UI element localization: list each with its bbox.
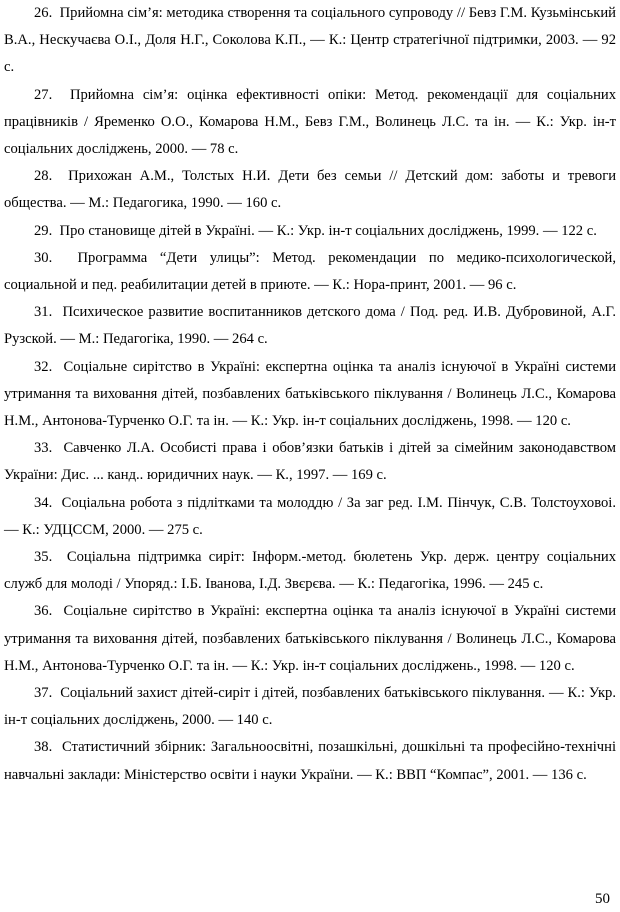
reference-text: Психическое развитие воспитанников детского дома / Под. ред. И.В. Дубровиной, А.Г. Рузской. — М.: Педагогіка, 1990. — 264 с. <box>4 304 616 348</box>
reference-item <box>4 734 616 788</box>
reference-item <box>4 0 616 82</box>
reference-text: Прийомна сім’я: методика створення та соціального супроводу // Бевз Г.М. Кузьмінський В.А., Нескучаєва О.І., Доля Н.Г., Соколова К.П., — К.: Центр стратегічної підтримки, 2003. — 92 с. <box>4 5 616 76</box>
reference-number: 27. <box>34 86 53 103</box>
reference-number: 33. <box>34 440 53 457</box>
reference-number: 32. <box>34 358 53 375</box>
reference-number: 30. <box>34 249 53 266</box>
reference-text: Статистичний збірник: Загальноосвітні, позашкільні, дошкільні та професійно-технічні навчальні заклади: Міністерство освіти і науки України. — К.: ВВП “Компас”, 2001. — 136 с. <box>4 739 616 783</box>
reference-item <box>4 218 616 245</box>
reference-item <box>4 490 616 544</box>
reference-text: Про становище дітей в Україні. — К.: Укр. ін-т соціальних досліджень, 1999. — 122 с. <box>59 222 597 239</box>
reference-item <box>4 163 616 217</box>
reference-item <box>4 435 616 489</box>
reference-item <box>4 82 616 164</box>
reference-number: 36. <box>34 603 53 620</box>
reference-number: 29. <box>34 222 53 239</box>
reference-number: 35. <box>34 549 53 566</box>
reference-item <box>4 598 616 680</box>
reference-text: Соціальне сирітство в Україні: експертна оцінка та аналіз існуючої в Україні системи утримання та виховання дітей, позбавлених батьківського піклування / Волинець Л.С., Комарова Н.М., Антонова-Турченко О.Г. та ін. — К.: Укр. ін-т соціальних досліджень., 1998. — 120 с. <box>4 603 616 674</box>
reference-item <box>4 354 616 436</box>
page-number: 50 <box>595 891 610 907</box>
reference-item <box>4 245 616 299</box>
reference-text: Савченко Л.А. Особисті права і обов’язки батьків і дітей за сімейним законодавством України: Дис. ... канд.. юридичних наук. — К., 1997. — 169 с. <box>4 440 617 484</box>
reference-number: 26. <box>34 5 53 21</box>
reference-text: Соціальна робота з підлітками та молоддю / За заг ред. І.М. Пінчук, С.В. Толстоуховоі. — К.: УДЦССМ, 2000. — 275 с. <box>4 494 616 538</box>
reference-number: 28. <box>34 168 53 185</box>
reference-text: Соціальне сирітство в Україні: експертна оцінка та аналіз існуючої в Україні системи утримання та виховання дітей, позбавлених батьківського піклування / Волинець Л.С., Комарова Н.М., Антонова-Турченко О.Г. та ін. — К.: Укр. ін-т соціальних досліджень, 1998. — 120 с. <box>4 358 616 430</box>
reference-text: Прийомна сім’я: оцінка ефективності опіки: Метод. рекомендації для соціальних працівників / Яременко О.О., Комарова Н.М., Бевз Г.М., Волинець Л.С. та ін. — К.: Укр. ін-т соціальних досліджень, 2000. — 78 с. <box>4 86 616 158</box>
reference-number: 34. <box>34 494 53 511</box>
reference-number: 37. <box>34 685 53 702</box>
reference-text: Соціальна підтримка сиріт: Інформ.-метод. бюлетень Укр. держ. центру соціальних служб для молоді / Упоряд.: І.Б. Іванова, І.Д. Звєрєва. — К.: Педагогіка, 1996. — 245 с. <box>4 549 616 593</box>
reference-text: Программа “Дети улицы”: Метод. рекомендации по медико-психологической, социальной и пед. реабилитации детей в приюте. — К.: Нора-принт, 2001. — 96 с. <box>4 249 616 294</box>
reference-item <box>4 299 616 353</box>
reference-item <box>4 680 616 734</box>
reference-text: Соціальний захист дітей-сиріт і дітей, позбавлених батьківського піклування. — К.: Укр. ін-т соціальних досліджень, 2000. — 140 с. <box>4 685 617 729</box>
reference-number: 38. <box>34 739 53 756</box>
reference-number: 31. <box>34 304 53 321</box>
reference-list <box>4 0 616 789</box>
reference-text: Прихожан А.М., Толстых Н.И. Дети без семьи // Детский дом: заботы и тревоги общества. — М.: Педагогика, 1990. — 160 с. <box>4 168 617 212</box>
reference-item <box>4 544 616 598</box>
